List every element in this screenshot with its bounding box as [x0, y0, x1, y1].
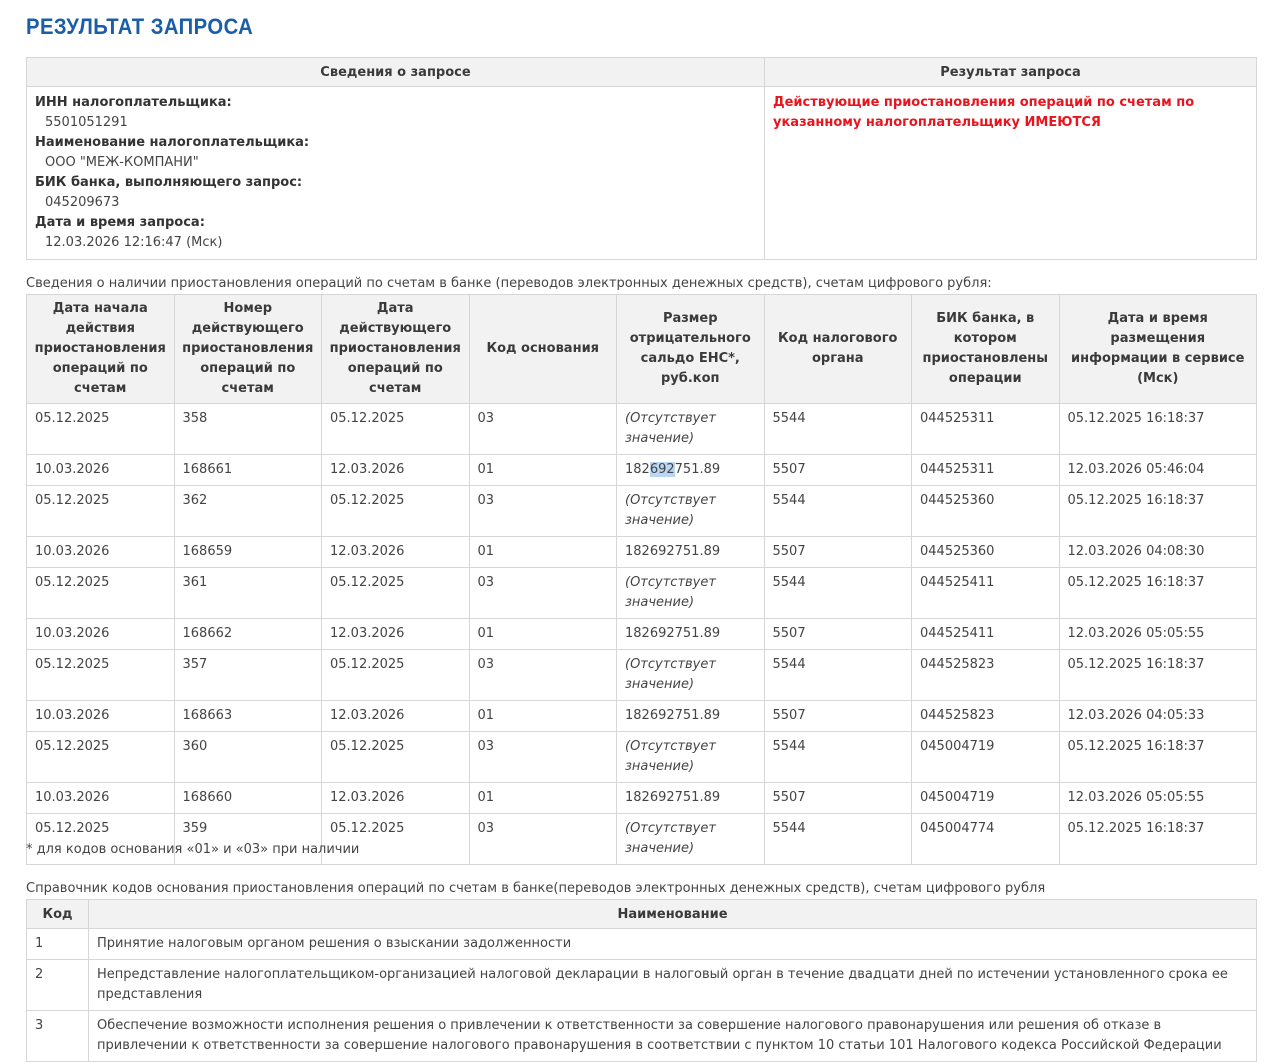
tax-office-cell: 5507 [764, 701, 912, 732]
code-cell: 3 [27, 1011, 89, 1062]
posted-datetime-cell: 05.12.2025 16:18:37 [1059, 814, 1257, 865]
bank-bik-cell: 044525411 [912, 619, 1060, 650]
tax-office-cell: 5544 [764, 814, 912, 865]
reason-code-cell: 01 [469, 455, 617, 486]
reason-code-cell: 01 [469, 701, 617, 732]
date-cell: 05.12.2025 [322, 486, 470, 537]
number-cell: 168661 [174, 455, 322, 486]
request-datetime-label: Дата и время запроса: [35, 215, 205, 230]
text-selection-highlight: 692 [649, 462, 675, 477]
taxpayer-name-value: ООО "МЕЖ-КОМПАНИ" [45, 155, 199, 170]
table-row [27, 929, 1257, 960]
start-date-cell: 10.03.2026 [27, 455, 175, 486]
date-cell: 12.03.2026 [322, 783, 470, 814]
bank-bik-cell: 045004774 [912, 814, 1060, 865]
suspensions-header-row [27, 295, 1257, 404]
table-row [27, 568, 1257, 619]
table-row [27, 783, 1257, 814]
suspensions-table-body [27, 404, 1257, 865]
suspensions-caption: Сведения о наличии приостановления операций по счетам в банке (переводов электронных денежных средств), счетам цифрового рубля: [26, 276, 992, 291]
result-status-text: Действующие приостановления операций по счетам по указанному налогоплательщику ИМЕЮТСЯ [773, 95, 1195, 130]
tax-office-cell: 5544 [764, 732, 912, 783]
reason-code-cell: 03 [469, 404, 617, 455]
number-cell: 362 [174, 486, 322, 537]
start-date-cell: 10.03.2026 [27, 783, 175, 814]
reason-code-cell: 03 [469, 814, 617, 865]
saldo-cell: (Отсутствует значение) [617, 404, 765, 455]
start-date-cell: 10.03.2026 [27, 619, 175, 650]
table-row [27, 486, 1257, 537]
tax-office-cell: 5544 [764, 568, 912, 619]
table-row [27, 1011, 1257, 1062]
code-cell: 2 [27, 960, 89, 1011]
number-cell: 168659 [174, 537, 322, 568]
table-row [27, 537, 1257, 568]
date-cell: 12.03.2026 [322, 619, 470, 650]
column-header-tax-office: Код налогового органа [764, 295, 912, 404]
posted-datetime-cell: 12.03.2026 05:05:55 [1059, 783, 1257, 814]
saldo-text-part: 751.89 [674, 462, 721, 477]
number-cell: 168660 [174, 783, 322, 814]
start-date-cell: 05.12.2025 [27, 650, 175, 701]
code-cell: 1 [27, 929, 89, 960]
reason-code-cell: 03 [469, 568, 617, 619]
bank-bik-cell: 044525311 [912, 404, 1060, 455]
bank-bik-value: 045209673 [45, 195, 120, 210]
page-title: РЕЗУЛЬТАТ ЗАПРОСА [26, 14, 254, 39]
start-date-cell: 05.12.2025 [27, 814, 175, 865]
reason-code-cell: 03 [469, 732, 617, 783]
date-cell: 12.03.2026 [322, 537, 470, 568]
inn-label: ИНН налогоплательщика: [35, 95, 232, 110]
reason-code-cell: 01 [469, 783, 617, 814]
date-cell: 12.03.2026 [322, 455, 470, 486]
taxpayer-name-label: Наименование налогоплательщика: [35, 135, 310, 150]
posted-datetime-cell: 12.03.2026 04:08:30 [1059, 537, 1257, 568]
bank-bik-cell: 044525411 [912, 568, 1060, 619]
reason-codes-table [26, 899, 1257, 1062]
tax-office-cell: 5507 [764, 619, 912, 650]
posted-datetime-cell: 12.03.2026 04:05:33 [1059, 701, 1257, 732]
inn-value: 5501051291 [45, 115, 128, 130]
code-name-cell: Обеспечение возможности исполнения решения о привлечении к ответственности за совершение налогового правонарушения или решения об отказе в привлечении к ответственности за совершение налогового правонарушения в соответствии с пунктом 10 статьи 101 Налогового кодекса Российской Федерации [89, 1011, 1257, 1062]
request-info-cell [27, 87, 765, 260]
table-row [27, 650, 1257, 701]
bank-bik-label: БИК банка, выполняющего запрос: [35, 175, 303, 190]
reason-code-cell: 01 [469, 619, 617, 650]
start-date-cell: 10.03.2026 [27, 537, 175, 568]
tax-office-cell: 5507 [764, 455, 912, 486]
saldo-cell: (Отсутствует значение) [617, 568, 765, 619]
table-row [27, 404, 1257, 455]
tax-office-cell: 5507 [764, 537, 912, 568]
saldo-cell: 182692751.89 [617, 619, 765, 650]
bank-bik-cell: 044525360 [912, 486, 1060, 537]
number-cell: 358 [174, 404, 322, 455]
number-cell: 357 [174, 650, 322, 701]
column-header-posted-datetime: Дата и время размещения информации в сервисе (Мск) [1059, 295, 1257, 404]
column-header-negative-saldo: Размер отрицательного сальдо ЕНС*, руб.коп [617, 295, 765, 404]
bank-bik-cell: 044525311 [912, 455, 1060, 486]
number-cell: 359 [174, 814, 322, 865]
posted-datetime-cell: 05.12.2025 16:18:37 [1059, 732, 1257, 783]
table-row [27, 455, 1257, 486]
suspensions-table [26, 294, 1257, 865]
bank-bik-cell: 045004719 [912, 732, 1060, 783]
table-row [27, 732, 1257, 783]
start-date-cell: 10.03.2026 [27, 701, 175, 732]
date-cell: 05.12.2025 [322, 404, 470, 455]
date-cell: 05.12.2025 [322, 732, 470, 783]
reason-code-cell: 01 [469, 537, 617, 568]
number-cell: 360 [174, 732, 322, 783]
request-table-row [27, 87, 1257, 260]
tax-office-cell: 5507 [764, 783, 912, 814]
code-name-cell: Непредставление налогоплательщиком-организацией налоговой декларации в налоговый орган в течение двадцати дней по истечении установленного срока ее представления [89, 960, 1257, 1011]
saldo-cell: (Отсутствует значение) [617, 650, 765, 701]
tax-office-cell: 5544 [764, 404, 912, 455]
saldo-cell: (Отсутствует значение) [617, 486, 765, 537]
start-date-cell: 05.12.2025 [27, 732, 175, 783]
codes-header-row [27, 900, 1257, 929]
posted-datetime-cell: 12.03.2026 05:05:55 [1059, 619, 1257, 650]
saldo-cell: 182692751.89 [617, 537, 765, 568]
number-cell: 168663 [174, 701, 322, 732]
reason-code-cell: 03 [469, 650, 617, 701]
bank-bik-cell: 044525360 [912, 537, 1060, 568]
column-header-reason-code: Код основания [469, 295, 617, 404]
number-cell: 168662 [174, 619, 322, 650]
bank-bik-cell: 045004719 [912, 783, 1060, 814]
posted-datetime-cell: 05.12.2025 16:18:37 [1059, 650, 1257, 701]
tax-office-cell: 5544 [764, 486, 912, 537]
table-row [27, 960, 1257, 1011]
column-header-start-date: Дата начала действия приостановления операций по счетам [27, 295, 175, 404]
request-info-table [26, 57, 1257, 260]
date-cell: 12.03.2026 [322, 701, 470, 732]
start-date-cell: 05.12.2025 [27, 486, 175, 537]
code-name-cell: Принятие налоговым органом решения о взыскании задолженности [89, 929, 1257, 960]
column-header-number: Номер действующего приостановления операций по счетам [174, 295, 322, 404]
codes-table-body [27, 929, 1257, 1062]
start-date-cell: 05.12.2025 [27, 568, 175, 619]
reason-code-cell: 03 [469, 486, 617, 537]
saldo-cell: (Отсутствует значение) [617, 814, 765, 865]
saldo-cell [617, 455, 765, 486]
posted-datetime-cell: 05.12.2025 16:18:37 [1059, 404, 1257, 455]
table-row [27, 701, 1257, 732]
column-header-bank-bik: БИК банка, в котором приостановлены операции [912, 295, 1060, 404]
saldo-cell: (Отсутствует значение) [617, 732, 765, 783]
tax-office-cell: 5544 [764, 650, 912, 701]
table-row [27, 619, 1257, 650]
saldo-text-part: 182 [625, 462, 650, 477]
request-result-cell [765, 87, 1257, 260]
column-header-code: Код [27, 900, 89, 929]
date-cell: 05.12.2025 [322, 568, 470, 619]
header-request-result: Результат запроса [765, 58, 1257, 87]
request-datetime-value: 12.03.2026 12:16:47 (Мск) [45, 235, 223, 250]
posted-datetime-cell: 12.03.2026 05:46:04 [1059, 455, 1257, 486]
saldo-cell: 182692751.89 [617, 701, 765, 732]
bank-bik-cell: 044525823 [912, 701, 1060, 732]
request-table-header [27, 58, 1257, 87]
date-cell: 05.12.2025 [322, 814, 470, 865]
posted-datetime-cell: 05.12.2025 16:18:37 [1059, 486, 1257, 537]
header-request-info: Сведения о запросе [27, 58, 765, 87]
number-cell: 361 [174, 568, 322, 619]
column-header-name: Наименование [89, 900, 1257, 929]
codes-caption: Справочник кодов основания приостановления операций по счетам в банке(переводов электронных денежных средств), счетам цифрового рубля [26, 881, 1046, 896]
date-cell: 05.12.2025 [322, 650, 470, 701]
bank-bik-cell: 044525823 [912, 650, 1060, 701]
saldo-cell: 182692751.89 [617, 783, 765, 814]
start-date-cell: 05.12.2025 [27, 404, 175, 455]
column-header-date: Дата действующего приостановления операций по счетам [322, 295, 470, 404]
posted-datetime-cell: 05.12.2025 16:18:37 [1059, 568, 1257, 619]
saldo-footnote: * для кодов основания «01» и «03» при наличии [26, 842, 360, 857]
